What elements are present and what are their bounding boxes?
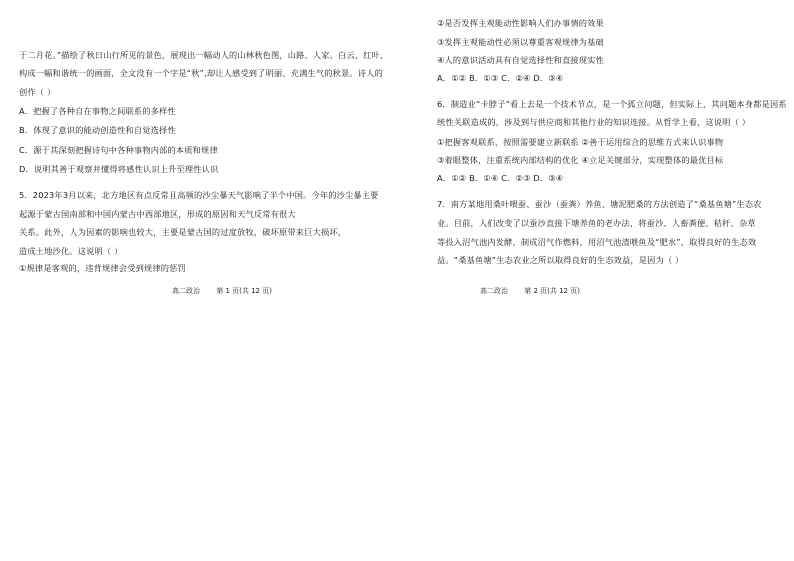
- q7-stem-line-1: 7．南方某地用桑叶喂蚕、蚕沙（蚕粪）养鱼、塘泥肥桑的方法创造了“桑基鱼塘”生态农: [437, 199, 762, 209]
- q5-stem-line-1: 5．2023年3月以来，北方地区有点反常且高频的沙尘暴天气影响了半个中国。今年的沙尘暴主要: [19, 190, 379, 200]
- q4-option-b: B．体现了意识的能动创造性和自觉选择性: [19, 125, 176, 135]
- left-footer-subject: 高二政治: [172, 287, 200, 295]
- q5-answer-options: A．①② B．①③ C．②④ D．③④: [437, 73, 564, 83]
- q5-choice-3: ③发挥主观能动性必须以尊重客观规律为基础: [437, 37, 604, 47]
- q6-answer-options: A．①② B．①④ C．②③ D．③④: [437, 173, 564, 183]
- q7-stem-line-3: 等投入沼气池内发酵，制成沼气作燃料，用沼气池渣喂鱼及“肥水”，取得良好的生态效: [437, 237, 757, 247]
- q5-stem-line-3: 关系。此外，人为因素的影响也较大，主要是蒙古国的过度放牧，破坏原带来巨大损坏，: [19, 227, 347, 237]
- q5-choice-1: ①规律是客观的，违背规律会受到规律的惩罚: [19, 263, 186, 273]
- q4-option-c: C．源于其深刻把握诗句中各种事物内部的本质和规律: [19, 145, 218, 155]
- right-footer-subject: 高二政治: [480, 287, 508, 295]
- left-footer-page-number: 第 1 页(共 12 页): [216, 287, 272, 295]
- q7-stem-line-2: 业。目前，人们改变了以蚕沙直接下塘养鱼的老办法，将蚕沙、人畜粪便、秸秆、杂草: [437, 218, 756, 228]
- right-footer-page-number: 第 2 页(共 12 页): [524, 287, 580, 295]
- q4-stem-line-3: 创作（ ）: [19, 87, 56, 97]
- q4-option-d: D．说明其善于观察并懂得将感性认识上升至理性认识: [19, 164, 219, 174]
- q6-stem-line-2: 统性关联造成的，涉及到与供应商和其他行业的知识连接。从哲学上看，这说明（ ）: [437, 117, 751, 127]
- q5-stem-line-2: 起源于蒙古国南部和中国内蒙古中西部地区，形成的原因和天气反常有很大: [19, 209, 296, 219]
- q5-choice-4: ④人的意识活动具有自觉选择性和直接现实性: [437, 55, 604, 65]
- q6-stem-line-1: 6．制造业“卡脖子”看上去是一个技术节点，是一个孤立问题，但实际上，其问题本身都是因系: [437, 99, 787, 109]
- q4-stem-line-2: 构成一幅和谐统一的画面，全文没有一个字是“秋”,却让人感受到了明丽、充满生气的秋景。诗人的: [19, 68, 383, 78]
- q6-choices-row-1: ①把握客观联系，按照需要建立新联系 ②善于运用综合的思维方式来认识事物: [437, 137, 724, 147]
- q7-stem-line-4: 益。“桑基鱼塘”生态农业之所以取得良好的生态效益，是因为（ ）: [437, 255, 684, 265]
- q5-stem-line-4: 造成土地沙化。这说明（ ）: [19, 246, 123, 256]
- right-footer: [480, 287, 594, 296]
- q4-option-a: A．把握了各种自在事物之间联系的多样性: [19, 106, 176, 116]
- left-footer: [172, 287, 286, 296]
- q6-choices-row-2: ③着眼整体，注重系统内部结构的优化 ④立足关键部分，实现整体的最优目标: [437, 155, 724, 165]
- q4-stem-line-1: 于二月花。”描绘了秋日山行所见的景色，展现出一幅动人的山林秋色图，山路、人家、白云、红叶，: [19, 50, 389, 60]
- q5-choice-2: ②是否发挥主观能动性影响人们办事情的效果: [437, 18, 604, 28]
